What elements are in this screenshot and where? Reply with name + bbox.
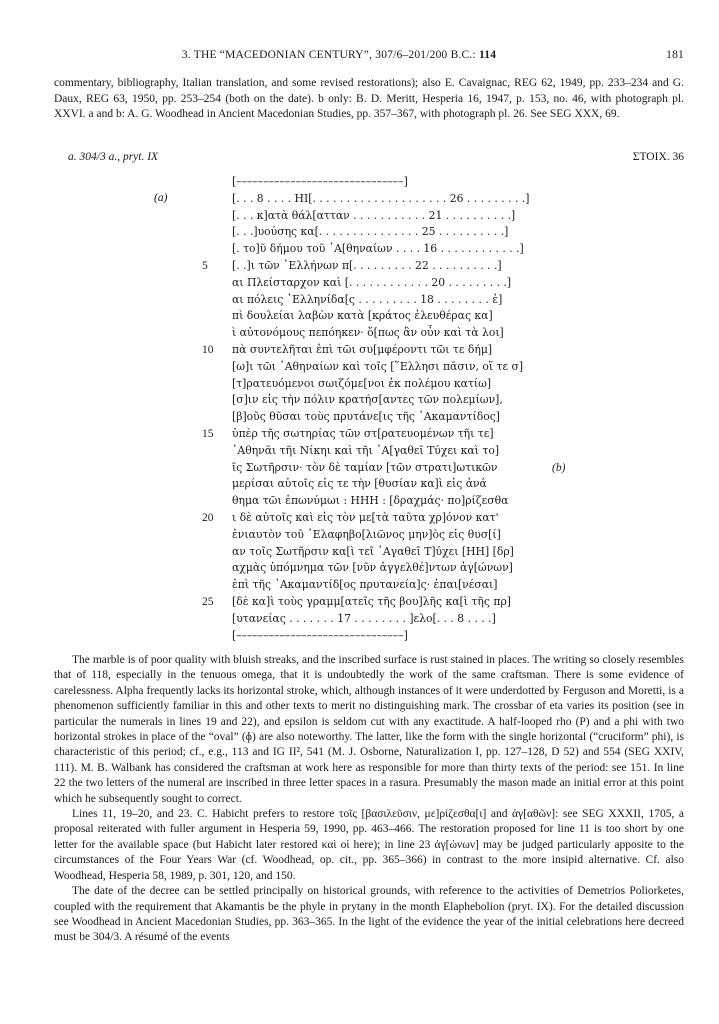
stoichedon-label: ΣΤΟΙΧ. 36 (632, 151, 684, 163)
fragment-label-b: (b) (552, 461, 566, 474)
inscription-line: [. .]ι τῶν ῾Ελλήνων π[. . . . . . . . . 22 . . . . . . . . . .] (232, 259, 502, 272)
inscription-line: αχμὰς ὑπόμνημα τῶν [νῦν ἀγγελθέ]ντων ἀγ[ώνων] (232, 561, 513, 575)
running-header (54, 49, 684, 65)
inscription-line: [–––––––––––––––––––––––––––––––] (232, 628, 408, 642)
inscription-line: [σ]ιν εἰς τὴν πόλιν κρατήσ[αντες τῶν πολεμίων], (232, 393, 503, 407)
line-number: 10 (202, 344, 214, 356)
inscription-line: [. . . 8 . . . . ΗΙ[. . . . . . . . . . . . . . . . . . . . 26 . . . . . . . . .] (232, 191, 530, 205)
inscription-line: [. . .]υούσης κα[. . . . . . . . . . . . . . . 25 . . . . . . . . . .] (232, 225, 509, 239)
line-number: 20 (202, 512, 214, 524)
bibliography-text: commentary, bibliography, Italian translation, and some revised restorations); also E. Cavaignac, REG 62, 1949, pp. 233–234 and G. Daux, REG 63, 1950, pp. 253–254 (both on the date). b only: B. D. Meritt, Hesperia 16, 1947, p. 153, no. 46, with photograph pl. XXVI. a and b: A. G. Woodhead in Ancient Macedonian Studies, pp. 357–367, with photograph pl. 26. See SEG XXX, 69. (54, 77, 684, 121)
line-number: 15 (202, 428, 214, 440)
inscription-line: [. το]ῦ δήμου τοῦ ᾿Α[θηναίων . . . . 16 . . . . . . . . . . . .] (232, 242, 524, 256)
inscription-header (54, 151, 684, 167)
inscription-line: [τ]ρατευόμενοι σωιζόμε[νοι ἐκ πολέμου κατίω] (232, 376, 492, 390)
inscription-line: θημα τῶι ἐπωνύμωι : ΗΗΗ : [δραχμάς· πο]ρίζεσθα (232, 494, 509, 508)
inscription-line: ὑπὲρ τῆς σωτηρίας τῶν στ[ρατευομένων τῆι τε] (232, 427, 494, 440)
inscription-line: πὶ δουλείαι λαβὼν κατὰ [κράτος ἐλευθέρας κα] (232, 309, 493, 323)
fragment-label-a: (a) (154, 192, 168, 204)
commentary (54, 653, 684, 946)
bibliography-paragraph (54, 76, 684, 123)
page-number: 181 (666, 49, 684, 61)
inscription-line: αι Πλείσταρχον καὶ [. . . . . . . . . . . . 20 . . . . . . . . .] (232, 275, 512, 289)
inscription-line: ι δὲ αὐτοῖς καὶ εἰς τὸν με[τὰ ταῦτα χρ]όνον κατ' (232, 511, 499, 524)
commentary-paragraph: Lines 11, 19–20, and 23. C. Habicht prefers to restore τοῖς [βασιλεῦσιν, με]ρίζεσθα[ι] and ἀγ[αθῶν]: see SEG XXXII, 1705, a proposal reiterated with fuller argument in Hesperia 59, 1990, pp. 463–466. The restoration proposed for line 11 is too short by one letter for the available space (but Habicht later restored καὶ οἱ here); in line 23 ἀγ[ώνων] may be judged particularly apposite to the circumstances of the Four Years War (cf. Woodhead, op. cit., pp. 365–366) in contrast to the more insipid alternative. Cf. also Woodhead, Hesperia 58, 1989, p. 301, 120, and 150. (54, 808, 684, 882)
inscription-date: a. 304/3 a., pryt. IX (68, 151, 159, 163)
running-title (54, 49, 624, 61)
inscription-line: [ω]ι τῶι ᾿Αθηναίων καὶ τοῖς [῞Ελλησι πᾶσιν, οἵ τε σ] (232, 359, 524, 373)
inscription-line: πὰ συντελῆται ἐπὶ τῶι συ[μφέροντι τῶι τε δήμ] (232, 343, 493, 356)
inscription-line: ᾿Αθηνᾶι τῆι Νίκηι καὶ τῆι ᾿Α[γαθεῖ Τύχει καὶ το] (232, 443, 500, 457)
inscription-line: [–––––––––––––––––––––––––––––––] (232, 175, 408, 188)
inscription-line: ἐνιαυτὸν τοῦ ᾿Ελαφηβο[λιῶνος μην]ὸς εἰς θυσ[ί] (232, 527, 501, 541)
inscription-line: ῖς Σωτῆρσιν· τὸν δὲ ταμίαν [τῶν στρατι]ωτικῶν (232, 460, 498, 474)
line-number: 5 (202, 260, 208, 272)
line-number: 25 (202, 596, 214, 608)
inscription-line: ἐπὶ τῆς ᾿Ακαμαντίδ[ος πρυτανεία]ς· ἐπαι[νέσαι] (232, 578, 498, 592)
inscription-line: μερίσαι αὐτοῖς εἰς τε τὴν [θυσίαν κα]ὶ εἰς ἀνά (232, 477, 487, 491)
inscription-line: αι πόλεις ῾Ελληνίδα[ς . . . . . . . . . 18 . . . . . . . . ἐ] (232, 292, 503, 306)
inscription-line: αν τοῖς Σωτῆρσιν κα[ὶ τεῖ ᾿Αγαθεῖ Τ]ύχει [ΗΗ] [δρ] (232, 544, 514, 558)
inscription-line: [δὲ κα]ὶ τοὺς γραμμ[ατεῖς τῆς βου]λῆς κα[ὶ τῆς πρ] (232, 595, 512, 608)
commentary-paragraph: The date of the decree can be settled principally on historical grounds, with reference to the activities of Demetrios Poliorketes, coupled with the requirement that Akamantis be the phyle in prytany in the month Elaphebolion (pryt. IX). For the detailed discussion see Woodhead in Ancient Macedonian Studies, pp. 363–365. In the light of the evidence the year of the initial celebrations here decreed must be 304/3. A résumé of the events (54, 885, 684, 944)
running-item-number: 114 (478, 49, 497, 61)
inscription-line: ὶ αὐτονόμους πεπόηκεν· ὅ[πως ἂν οὖν καὶ τὰ λοι] (232, 326, 504, 340)
inscription-text (54, 174, 684, 644)
inscription-line: [β]οῦς θῦσαι τοὺς πρυτάνε[ις τῆς ᾿Ακαμαντίδος] (232, 410, 500, 424)
inscription-line: [. . . κ]ατὰ θάλ[ατταν . . . . . . . . . . . 21 . . . . . . . . . .] (232, 208, 516, 222)
inscription-line: [υτανείας . . . . . . . 17 . . . . . . . . ]ελο[. . . 8 . . . .] (232, 611, 496, 625)
running-title-prefix: 3. THE “MACEDONIAN CENTURY”, 307/6–201/200 B.C.: (181, 49, 476, 61)
commentary-paragraph: The marble is of poor quality with bluish streaks, and the inscribed surface is rust stained in places. The writing so closely resembles that of 118, especially in the tenuous omega, that it is undoubtedly the work of the same craftsman. There is some evidence of carelessness. Alpha frequently lacks its horizontal stroke, which, although instances of it were underdotted by Ferguson and Moretti, is a phenomenon sufficiently familiar in this and other texts to merit no distinguishing mark. The crossbar of eta varies its position (see in particular the numerals in lines 19 and 22), and epsilon is seldom cut with any exactitude. A half-looped rho (Ρ) and a phi with two horizontal strokes in place of the “oval” (ɸ) are also noteworthy. The latter, like the form with the single horizontal (“cruciform” phi), is characteristic of this period; cf., e.g., 113 and IG II², 541 (M. J. Osborne, Naturalization I, pp. 127–128, D 52) and 554 (SEG XXIV, 111). M. B. Walbank has considered the craftsman at work here as responsible for more than thirty texts of the period: see 151. In line 22 the two letters of the numeral are inscribed in three letter spaces in a rasura. Presumably the mason made an initial error at this point which he subsequently sought to correct. (54, 654, 684, 805)
